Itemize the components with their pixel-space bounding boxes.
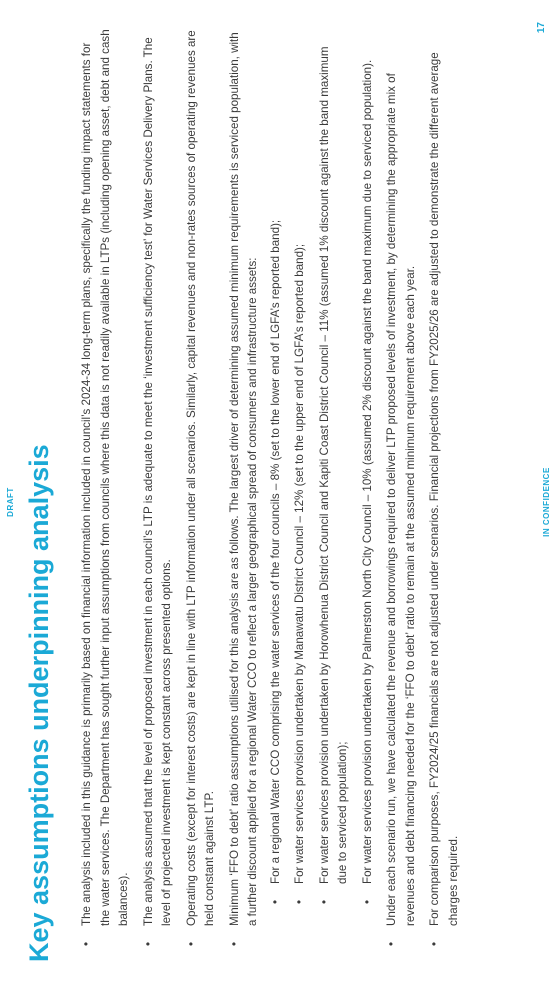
bullet-list	[78, 26, 469, 946]
bullet-text: Operating costs (except for interest costs) are kept in line with LTP information under all scenarios. Similarly, capital revenues and non-rates sources of operating revenues are held constant against LTP.	[184, 30, 216, 926]
bullet-text: The analysis assumed that the level of proposed investment in each council’s LTP is adequate to meet the ‘investment sufficiency test’ for Water Services Delivery Plans. The level of projected investment is kept constant across presented options.	[141, 37, 173, 926]
bullet-text: The analysis included in this guidance is primarily based on financial information included in council’s 2024-34 long-term plans, specifically the funding impact statements for the water services. The Department has sought further input assumptions from councils where this data is not readily available in LTPs (including opening asset, debt and cash balances).	[80, 29, 130, 926]
bullet-text: Minimum ‘FFO to debt’ ratio assumptions utilised for this analysis are as follows. The largest driver of determining assumed minimum requirements is serviced population, with a further discount applied for a regional Water CCO to reflect a larger geographical spread of consumers and infrastructure assets:	[227, 32, 259, 926]
sub-bullet-text: For water services provision undertaken by Manawatu District Council – 12% (set to the upper end of LGFA’s reported band);	[293, 243, 306, 884]
page-title: Key assumptions underpinning analysis	[24, 444, 54, 962]
sub-bullet-text: For water services provision undertaken by Horowhenua District Council and Kapiti Coast District Council – 11% (assumed 1% discount against the band maximum due to serviced population);	[317, 46, 349, 884]
bullet-item	[140, 26, 177, 946]
bullet-item	[183, 26, 220, 946]
bullet-item	[78, 26, 134, 946]
sub-bullet-icon: •	[268, 899, 282, 904]
sub-bullet-item	[267, 26, 286, 926]
bullet-text: For comparison purposes, FY2024/25 financials are not adjusted under scenarios. Financial projections from FY2025/26 are adjusted to demonstrate the different average charges required.	[428, 52, 460, 926]
bullet-item	[383, 26, 420, 946]
bullet-icon: •	[227, 941, 241, 946]
bullet-icon: •	[184, 941, 198, 946]
page-number: 17	[536, 22, 547, 34]
bullet-icon: •	[428, 941, 441, 946]
sub-bullet-item	[359, 26, 378, 926]
bullet-item	[426, 26, 463, 946]
bullet-icon: •	[385, 941, 398, 946]
sub-bullet-item	[291, 26, 310, 926]
confidentiality-label: IN CONFIDENCE	[542, 467, 551, 537]
draft-label: DRAFT	[6, 487, 15, 517]
bullet-icon: •	[141, 941, 155, 946]
sub-bullet-text: For a regional Water CCO comprising the water services of the four councils – 8% (set to the lower end of LGFA’s reported band);	[268, 219, 282, 884]
bullet-item	[226, 26, 378, 946]
sub-bullet-list	[267, 26, 378, 926]
bullet-icon: •	[80, 941, 93, 946]
sub-bullet-text: For water services provision undertaken by Palmerston North City Council – 10% (assumed 2% discount against the band maximum due to serviced population).	[360, 59, 374, 884]
sub-bullet-icon: •	[317, 899, 331, 904]
bullet-text: Under each scenario run, we have calculated the revenue and borrowings required to deliver LTP proposed levels of investment, by determining the appropriate mix of revenues and debt financing needed for the ‘FFO to debt’ ratio to remain at the assumed minimum requirement above each year.	[385, 73, 417, 926]
sub-bullet-icon: •	[360, 899, 374, 904]
sub-bullet-item	[316, 26, 353, 926]
sub-bullet-icon: •	[293, 899, 306, 904]
